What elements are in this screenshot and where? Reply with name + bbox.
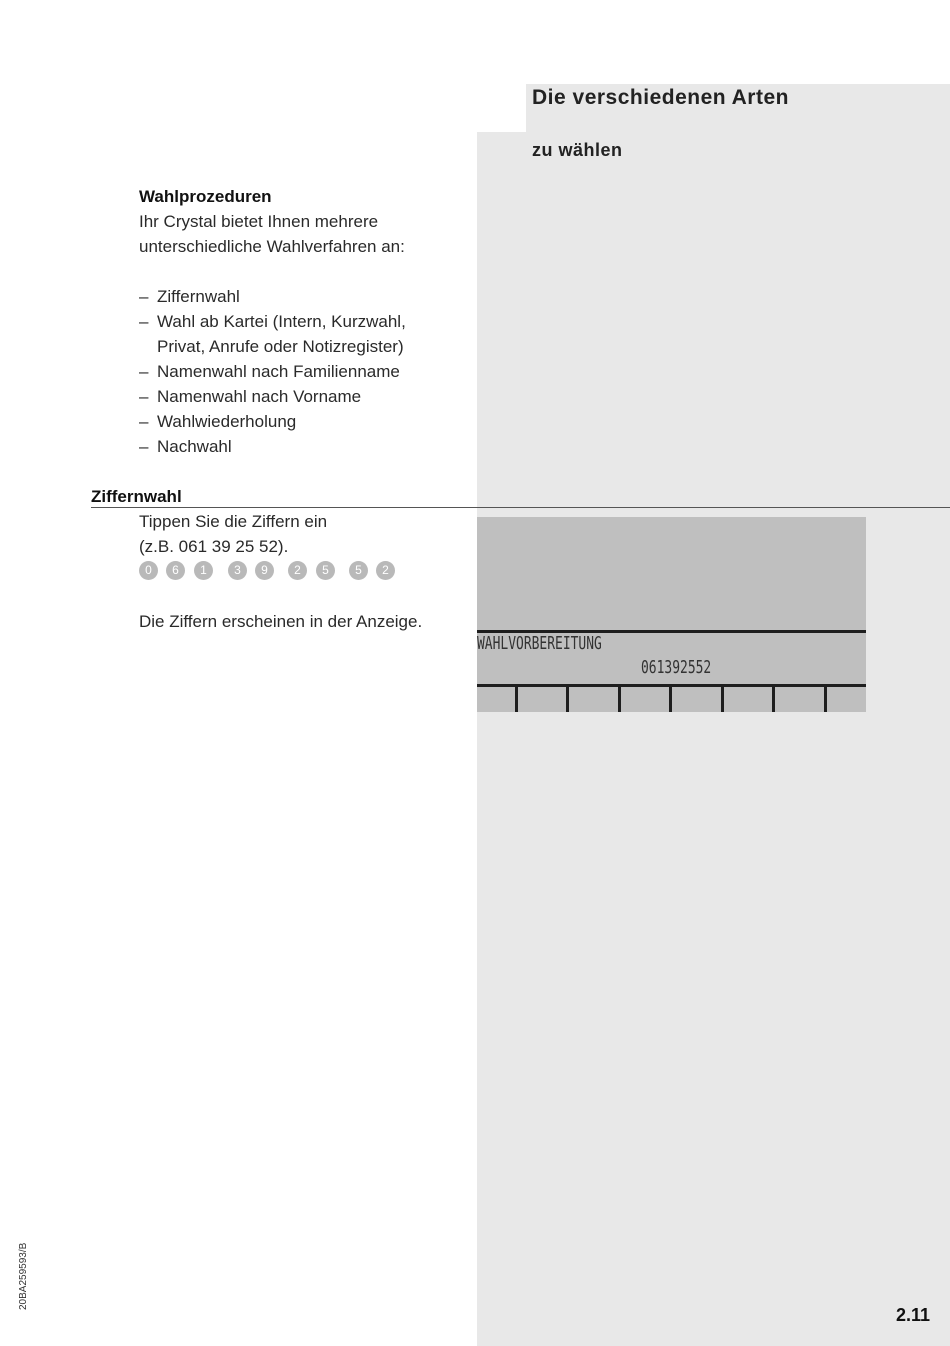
gray-column xyxy=(477,132,950,1346)
list-dash: – xyxy=(139,312,149,331)
display-status-text: WAHLVORBEREITUNG xyxy=(477,633,602,654)
digit-key-icon: 0 xyxy=(139,561,158,580)
instruction-line-1: Tippen Sie die Ziffern ein xyxy=(139,512,328,531)
list-item-continuation: Privat, Anrufe oder Notizregister) xyxy=(157,337,404,356)
digit-key-icon: 2 xyxy=(288,561,307,580)
display-number-text: 061392552 xyxy=(641,657,712,678)
list-item: – Wahl ab Kartei (Intern, Kurzwahl, xyxy=(139,309,406,334)
softkey-separator xyxy=(515,687,518,712)
list-dash: – xyxy=(139,387,149,406)
display-note: Die Ziffern erscheinen in der Anzeige. xyxy=(139,612,423,631)
softkey-separator xyxy=(566,687,569,712)
section-heading: Ziffernwahl xyxy=(91,487,182,506)
instruction-line-2: (z.B. 061 39 25 52). xyxy=(139,537,289,556)
intro-line-2: unterschiedliche Wahlverfahren an: xyxy=(139,237,405,256)
intro-line-1: Ihr Crystal bietet Ihnen mehrere xyxy=(139,212,379,231)
list-item: – Ziffernwahl xyxy=(139,284,406,309)
list-dash: – xyxy=(139,437,149,456)
section-divider xyxy=(91,507,950,508)
document-code: 20BA259593/B xyxy=(18,1242,29,1310)
digit-key-icon: 6 xyxy=(166,561,185,580)
dialing-methods-list xyxy=(139,284,406,459)
digit-key-icon: 5 xyxy=(349,561,368,580)
phone-display xyxy=(477,517,866,712)
list-item: – Wahlwiederholung xyxy=(139,409,406,434)
list-item: – Namenwahl nach Vorname xyxy=(139,384,406,409)
list-dash: – xyxy=(139,287,149,306)
softkey-separator xyxy=(618,687,621,712)
softkey-separator xyxy=(721,687,724,712)
list-dash: – xyxy=(139,362,149,381)
list-item: – Nachwahl xyxy=(139,434,406,459)
softkey-separator xyxy=(824,687,827,712)
page-number: 2.11 xyxy=(896,1305,931,1325)
digit-key-icon: 3 xyxy=(228,561,247,580)
softkey-separator xyxy=(772,687,775,712)
digit-key-icon: 1 xyxy=(194,561,213,580)
softkey-separator xyxy=(669,687,672,712)
digit-key-icon: 5 xyxy=(316,561,335,580)
page-subtitle: zu wählen xyxy=(532,140,623,160)
digit-key-icon: 9 xyxy=(255,561,274,580)
intro-heading: Wahlprozeduren xyxy=(139,187,272,206)
list-item: – Namenwahl nach Familienname xyxy=(139,359,406,384)
list-dash: – xyxy=(139,412,149,431)
page-title: Die verschiedenen Arten xyxy=(532,86,789,109)
digit-key-icon: 2 xyxy=(376,561,395,580)
